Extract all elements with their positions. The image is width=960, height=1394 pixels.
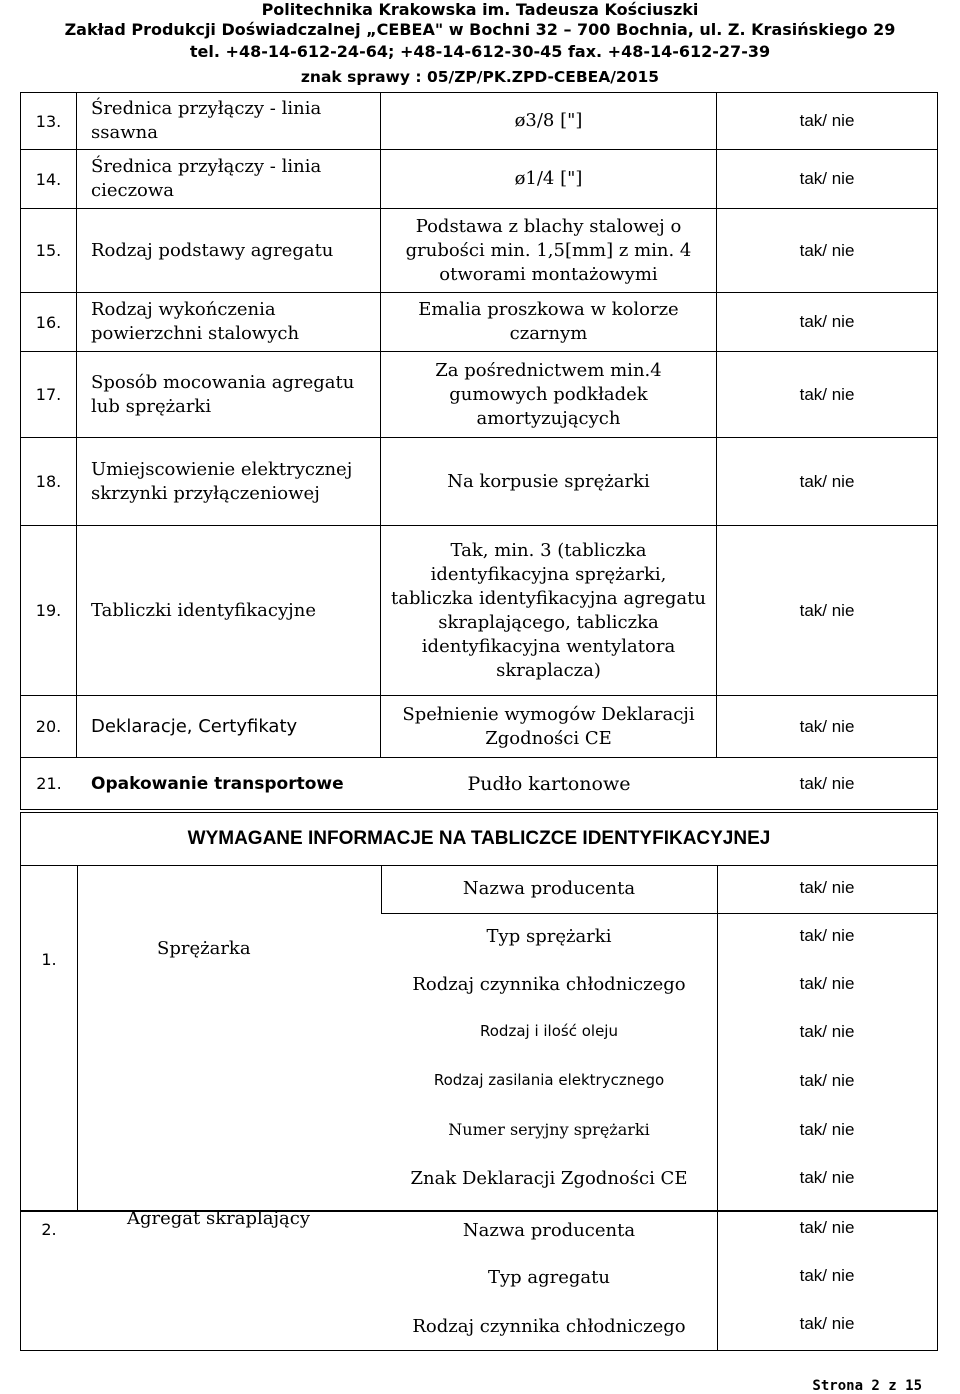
row-parameter: Średnica przyłączy - linia ssawna xyxy=(77,93,381,149)
nameplate-item: Rodzaj i ilość oleju xyxy=(480,1022,618,1040)
row-number: 20. xyxy=(21,696,77,757)
row-check: tak/ nie xyxy=(799,312,855,331)
row-parameter: Tabliczki identyfikacyjne xyxy=(77,526,381,695)
nameplate-item: Nazwa producenta xyxy=(462,1220,636,1241)
row-value: Emalia proszkowa w kolorze czarnym xyxy=(381,293,717,351)
nameplate-item: Typ sprężarki xyxy=(486,926,612,947)
row-number: 17. xyxy=(21,352,77,437)
row-value: Za pośrednictwem min.4 gumowych podkładek amortyzujących xyxy=(381,352,717,437)
row-check: tak/ nie xyxy=(799,471,855,491)
row-parameter: Rodzaj wykończenia powierzchni stalowych xyxy=(77,293,381,351)
page-number: Strona 2 z 15 xyxy=(812,1378,922,1394)
row-parameter: Opakowanie transportowe xyxy=(91,773,344,794)
row-parameter: Średnica przyłączy - linia cieczowa xyxy=(77,150,381,208)
row-parameter: Umiejscowienie elektrycznej skrzynki przyłączeniowej xyxy=(77,438,381,525)
item-check: tak/ nie xyxy=(799,1218,855,1237)
table-row xyxy=(20,696,938,758)
group-number: 2. xyxy=(41,1220,57,1239)
row-check: tak/ nie xyxy=(799,111,855,130)
row-check: tak/ nie xyxy=(799,600,855,620)
header-institution: Politechnika Krakowska im. Tadeusza Kościuszki xyxy=(261,0,699,19)
group-number: 1. xyxy=(41,950,57,969)
header-address: Zakład Produkcji Doświadczalnej „CEBEA" w Bochni 32 – 700 Bochnia, ul. Z. Krasińskiego 29 xyxy=(64,20,896,39)
nameplate-item: Rodzaj czynnika chłodniczego xyxy=(412,1316,686,1337)
header-contact: tel. +48-14-612-24-64; +48-14-612-30-45 fax. +48-14-612-27-39 xyxy=(189,42,771,61)
nameplate-item: Znak Deklaracji Zgodności CE xyxy=(410,1168,688,1189)
table-row xyxy=(20,209,938,293)
item-check: tak/ nie xyxy=(799,1022,855,1041)
row-check: tak/ nie xyxy=(799,240,855,260)
nameplate-item: Numer seryjny sprężarki xyxy=(448,1120,650,1139)
nameplate-item: Nazwa producenta xyxy=(462,878,636,899)
item-check: tak/ nie xyxy=(799,1120,855,1139)
nameplate-item: Rodzaj czynnika chłodniczego xyxy=(412,974,686,995)
row-check: tak/ nie xyxy=(799,716,855,736)
row-parameter: Rodzaj podstawy agregatu xyxy=(77,209,381,292)
row-check: tak/ nie xyxy=(799,384,855,404)
row-parameter: Sposób mocowania agregatu lub sprężarki xyxy=(77,352,381,437)
table-row xyxy=(20,150,938,209)
nameplate-item: Rodzaj zasilania elektrycznego xyxy=(433,1071,665,1089)
row-value: ø1/4 ["] xyxy=(381,150,717,208)
row-number: 15. xyxy=(21,209,77,292)
row-number: 21. xyxy=(36,774,62,793)
table-row xyxy=(20,293,938,352)
row-value: Pudło kartonowe xyxy=(467,772,631,795)
nameplate-item: Typ agregatu xyxy=(487,1267,610,1288)
item-check: tak/ nie xyxy=(799,974,855,993)
table-row xyxy=(20,438,938,526)
group-name: Agregat skraplający xyxy=(127,1208,311,1229)
table-row xyxy=(20,352,938,438)
nameplate-group-compressor xyxy=(20,866,938,1211)
item-check: tak/ nie xyxy=(799,926,855,945)
item-check: tak/ nie xyxy=(799,1071,855,1090)
row-check: tak/ nie xyxy=(799,169,855,188)
header-case-number: znak sprawy : 05/ZP/PK.ZPD-CEBEA/2015 xyxy=(300,68,660,86)
item-check: tak/ nie xyxy=(799,1314,855,1333)
row-number: 13. xyxy=(21,93,77,149)
table-row xyxy=(20,526,938,696)
row-value: Spełnienie wymogów Deklaracji Zgodności CE xyxy=(381,696,717,757)
nameplate-group-condensing-unit xyxy=(20,1208,938,1351)
row-value: Podstawa z blachy stalowej o grubości min. 1,5[mm] z min. 4 otworami montażowymi xyxy=(381,209,717,292)
row-number: 18. xyxy=(21,438,77,525)
table-row xyxy=(20,758,938,810)
group-name: Sprężarka xyxy=(157,938,251,959)
item-check: tak/ nie xyxy=(799,1168,855,1187)
section-title: WYMAGANE INFORMACJE NA TABLICZCE IDENTYFIKACYJNEJ xyxy=(20,812,938,866)
row-value: Na korpusie sprężarki xyxy=(381,438,717,525)
row-check: tak/ nie xyxy=(799,773,855,793)
item-check: tak/ nie xyxy=(799,1266,855,1285)
row-number: 19. xyxy=(21,526,77,695)
row-value: ø3/8 ["] xyxy=(381,93,717,149)
row-number: 14. xyxy=(21,150,77,208)
row-parameter: Deklaracje, Certyfikaty xyxy=(77,696,381,757)
item-check: tak/ nie xyxy=(799,878,855,897)
row-value: Tak, min. 3 (tabliczka identyfikacyjna sprężarki, tabliczka identyfikacyjna agregatu skraplającego, tabliczka identyfikacyjna wentylatora skraplacza) xyxy=(381,526,717,695)
table-row xyxy=(20,92,938,150)
row-number: 16. xyxy=(21,293,77,351)
